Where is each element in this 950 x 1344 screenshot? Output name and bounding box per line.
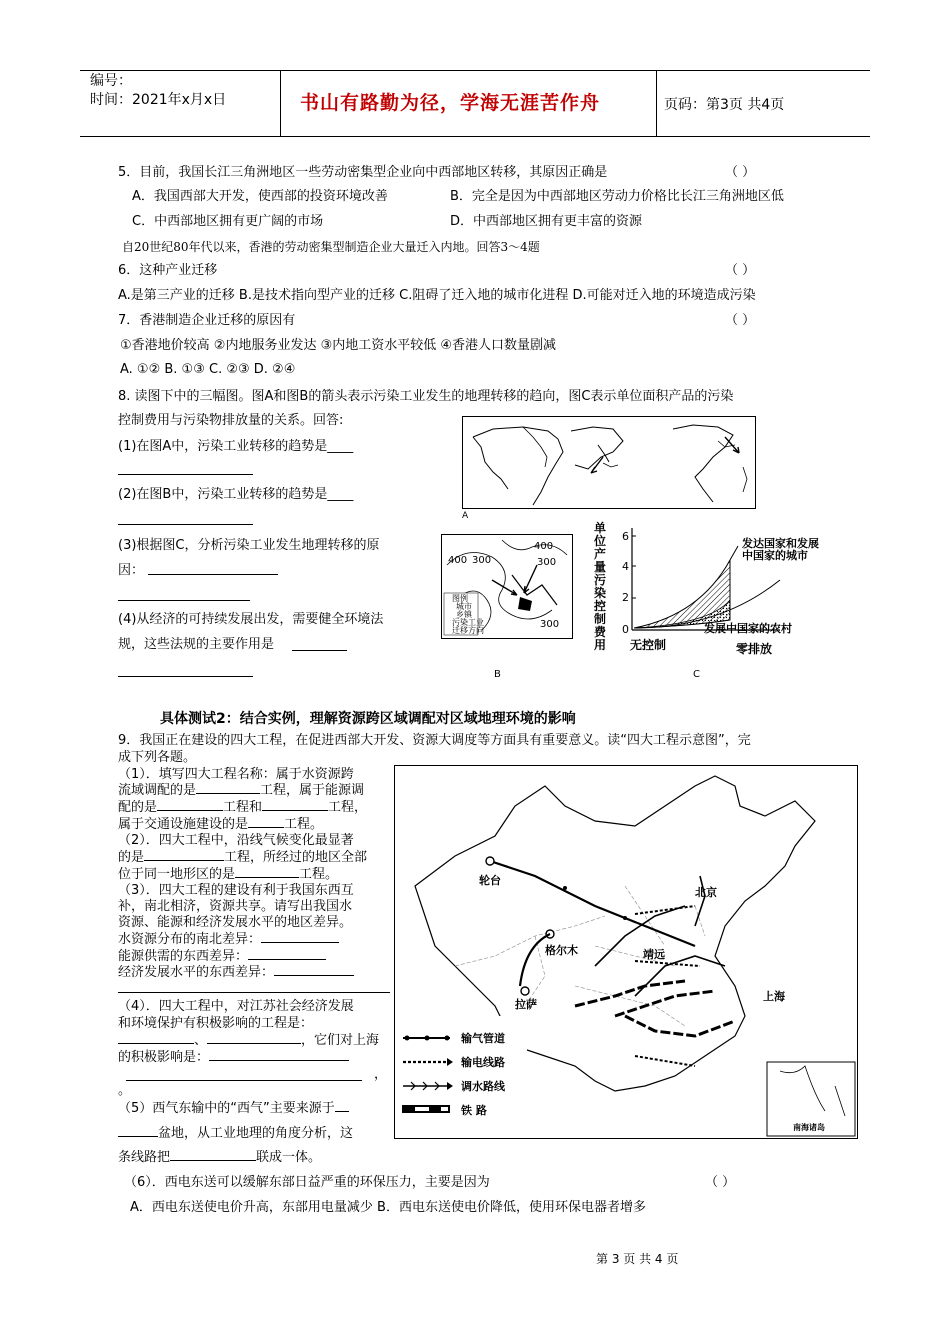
q5-stem: 5．目前，我国长江三角洲地区一些劳动密集型企业向中西部地区转移，其原因正确是 [118,165,608,180]
q9-p4-line4: 的积极影响是： [118,1049,349,1067]
q9-stem-line2: 成下列各题。 [118,750,197,765]
q9-answer-energy-2[interactable] [262,810,328,811]
q9-p6-options-ab: A．西电东送使电价升高，东部用电量减少 B．西电东送使电价降低，使用环保电器者增多 [130,1200,646,1215]
figb-contour-1: 400 [534,541,554,552]
q8-part4-answer-2[interactable] [118,676,253,677]
q8-part3-answer[interactable] [148,574,278,575]
q9-p4-line1: （4）．四大工程中，对江苏社会经济发展 [118,999,354,1014]
q9-p1-line3: 配的是 工程和 工程， [118,800,368,815]
figure-b-regional-map [441,534,573,639]
q7-options: A. ①② B. ①③ C. ②③ D. ②④ [120,362,296,377]
figb-legend-title: 图例 [452,594,468,603]
figb-legend-direction: 迁移方向 [452,626,484,635]
map-place-lhasa: 拉萨 [515,998,537,1011]
q9-p5-line1: （5）西气东输中的“西气”主要来源于 [118,1100,349,1118]
figc-curve-bottom-label: 发展中国家的农村 [704,622,792,635]
q9-p2-line3: 位于同一地形区的是 工程。 [118,867,339,882]
q8-part3-line2: 因： [118,563,145,578]
figb-legend-industry: 污染工业 [452,618,484,627]
q9-answer-basin[interactable] [118,1136,158,1137]
map-place-luntai: 轮台 [479,874,501,887]
map-place-jingyuan: 靖远 [643,948,665,961]
section-2-title: 具体测试2：结合实例，理解资源跨区域调配对区域地理环境的影响 [160,711,576,727]
q9-p4-line5: 。 [118,1083,132,1098]
q8-stem-line2: 控制费用与污染物排放量的关系。回答: [118,413,344,428]
q6-stem: 6．这种产业迁移 [118,263,218,278]
q9-answer-project-1[interactable] [118,1043,194,1044]
q8-stem-line1: 8. 读图下中的三幅图。图A和图B的箭头表示污染工业发生的地理转移的趋向，图C表示单位面积产品的污染 [118,389,734,404]
figb-legend-city: 城市 [456,602,472,611]
figc-ytick-6: 6 [622,530,629,543]
q5-option-a: A．我国西部大开发，使西部的投资环境改善 [132,189,388,204]
q9-p1-line2: 流域调配的是 工程，属于能源调 [118,783,365,798]
figc-ytick-4: 4 [622,560,629,573]
q6-options: A.是第三产业的迁移 B.是技术指向型产业的迁移 C.阻碍了迁入地的城市化进程 D.可能对迁入地的环境造成污染 [118,288,756,303]
q9-answer-project-2[interactable] [207,1043,301,1044]
q9-p1-line1: （1）．填写四大工程名称：属于水资源跨 [118,767,354,782]
legend-water-route: 调水路线 [461,1080,505,1093]
q5-paren: （ ） [725,165,756,180]
q9-p3-line1: （3）．四大工程的建设有利于我国东西互 [118,883,354,898]
q5-option-d: D．中西部地区拥有更丰富的资源 [450,214,643,229]
q8-part4-line1: (4)从经济的可持续发展出发，需要健全环境法 [118,612,384,627]
q8-part3-answer-2[interactable] [118,600,250,601]
q9-answer-econ-diff[interactable] [274,975,354,976]
q9-stem-line1: 9．我国正在建设的四大工程，在促进西部大开发、资源大调度等方面具有重要意义。读“四大工程示意图”，完 [118,733,751,748]
q9-p5-line2: 盆地，从工业地理的角度分析，这 [118,1125,353,1143]
q9-p6-paren: （ ） [705,1175,736,1190]
figure-b-label: B [494,669,501,680]
map-inset-label: 南海诸岛 [793,1123,825,1132]
q7-paren: （ ） [725,313,756,328]
q8-part3-line1: (3)根据图C，分析污染工业发生地理转移的原 [118,538,380,553]
q9-answer-climate[interactable] [144,860,224,861]
header-motto: 书山有路勤为径，学海无涯苦作舟 [300,92,601,114]
intro-3-4: 自20世纪80年代以来，香港的劳动密集型制造企业大量迁入内地。回答3～4题 [122,240,540,254]
figb-contour-5: 300 [540,619,560,630]
q9-answer-terrain[interactable] [235,877,299,878]
q9-answer-transport[interactable] [248,827,284,828]
figure-a-label: A [462,511,469,521]
q8-part1: (1)在图A中，污染工业转移的趋势是____ [118,439,354,454]
figc-curve-top-label: 发达国家和发展中国家的城市 [742,537,819,562]
q9-p3-water: 水资源分布的南北差异： [118,931,339,949]
q6-paren: （ ） [725,263,756,278]
q9-answer-link[interactable] [170,1160,256,1161]
q9-p3-energy: 能源供需的东西差异： [118,948,326,966]
figure-c-label: C [693,669,700,680]
q5-option-c: C．中西部地区拥有更广阔的市场 [132,214,324,229]
page-footer: 第 3 页 共 4 页 [596,1252,679,1266]
q9-answer-water-diff[interactable] [261,942,339,943]
doc-time-label: 时间：2021年x月x日 [90,92,227,108]
figb-contour-3: 300 [472,555,492,566]
map-place-golmud: 格尔木 [545,944,578,957]
q9-p4-line4-comma: ， [374,1067,388,1082]
q9-p6-stem: （6）．西电东送可以缓解东部日益严重的环保压力，主要是因为 [124,1175,490,1190]
q9-answer-water[interactable] [196,793,260,794]
figc-ylabel: 单位产量污染控制费用 [594,521,607,652]
q8-part4-line2: 规，这些法规的主要作用是 [118,637,275,652]
figb-legend-town: 乡镇 [456,610,472,619]
figb-contour-2: 300 [537,557,557,568]
figb-contour-4: 400 [448,555,468,566]
q9-p4-line3: 、 ，它们对上海 [118,1032,379,1050]
q7-stem: 7．香港制造企业迁移的原因有 [118,313,296,328]
q9-answer-shanghai-benefit-2[interactable] [126,1080,362,1081]
figc-ytick-2: 2 [622,591,629,604]
q9-p1-line4: 属于交通设施建设的是 工程。 [118,817,324,832]
q9-answer-econ-diff-2[interactable] [118,992,390,993]
q7-items: ①香港地价较高 ②内地服务业发达 ③内地工资水平较低 ④香港人口数量剧减 [120,338,557,353]
q8-part2-answer[interactable] [118,524,253,525]
q9-p5-line3: 条线路把 联成一体。 [118,1150,322,1165]
q9-p3-econ: 经济发展水平的东西差异： [118,964,354,982]
map-place-shanghai: 上海 [763,990,785,1003]
q8-part2: (2)在图B中，污染工业转移的趋势是____ [118,487,354,502]
q9-p2-line2: 的是 工程，所经过的地区全部 [118,850,368,865]
figure-c-chart [590,520,840,660]
q9-answer-gas-source[interactable] [335,1111,349,1112]
world-map-drawing [463,417,755,508]
q9-p3-line2: 补，南北相济，资源共享。请写出我国水 [118,899,353,914]
q9-answer-energy-diff[interactable] [248,959,326,960]
q9-p2-line1: （2）．四大工程中，沿线气候变化最显著 [118,833,354,848]
doc-code-label: 编号： [90,73,132,89]
q9-answer-shanghai-benefit[interactable] [209,1060,349,1061]
figc-x-left: 无控制 [630,638,667,652]
figure-a-world-map [462,416,756,509]
q8-part4-answer[interactable] [292,650,347,651]
page-indicator: 页码：第3页 共4页 [664,97,785,113]
q5-option-b: B．完全是因为中西部地区劳动力价格比长江三角洲地区低 [450,189,784,204]
legend-power-line: 输电线路 [461,1056,505,1069]
q9-answer-energy-1[interactable] [157,810,223,811]
legend-railway: 铁 路 [461,1104,487,1117]
legend-gas-pipeline: 输气管道 [461,1032,505,1045]
china-map-figure [394,765,858,1139]
q9-p4-line2: 和环境保护有积极影响的工程是： [118,1016,314,1031]
figc-x-right: 零排放 [736,642,773,656]
map-place-beijing: 北京 [695,886,717,899]
q8-part1-answer[interactable] [118,474,253,475]
q9-p3-line3: 资源、能源和经济发展水平的地区差异。 [118,915,353,930]
figc-ytick-0: 0 [622,623,629,636]
